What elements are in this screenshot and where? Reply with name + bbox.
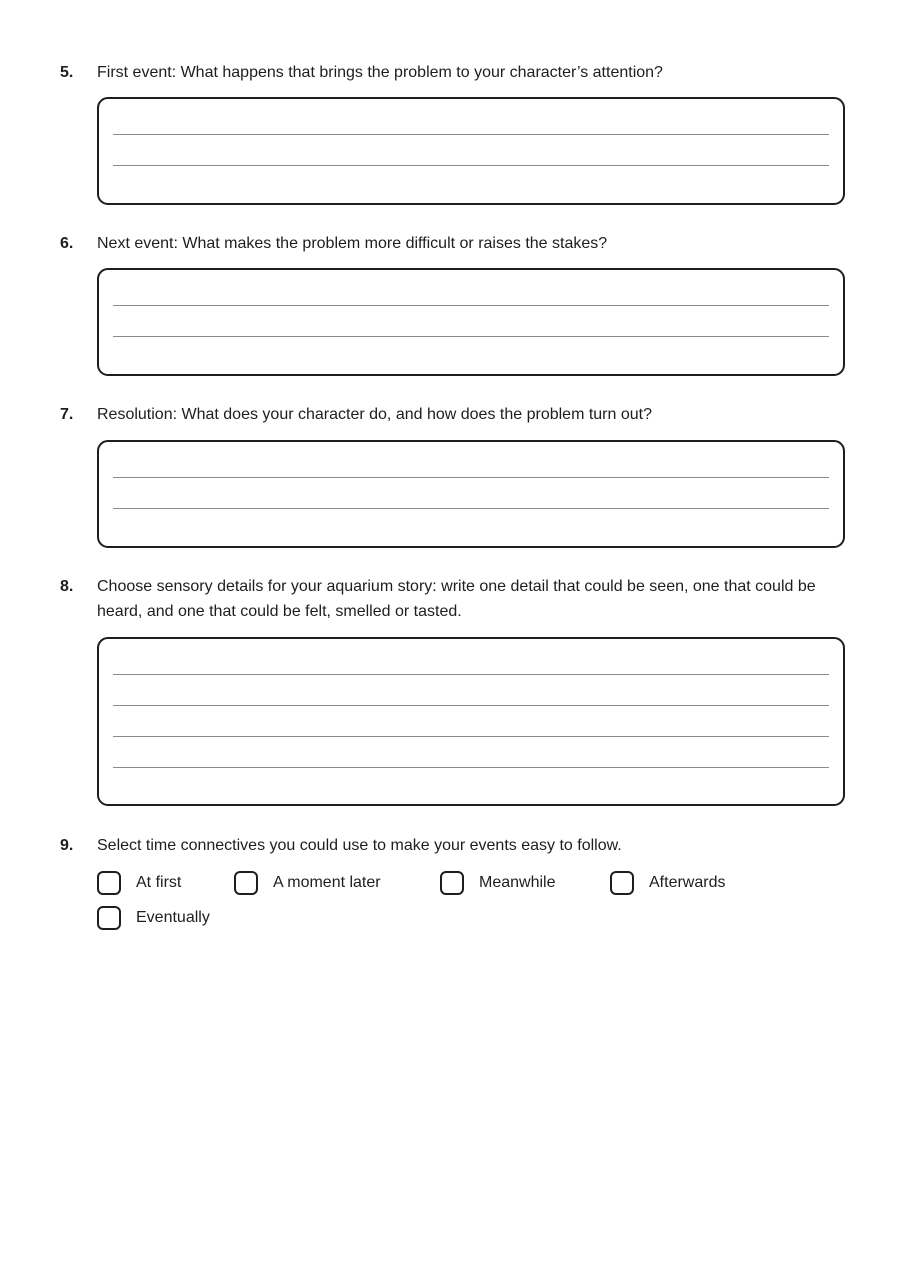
question-number: 6. (60, 235, 74, 252)
checkbox[interactable] (97, 871, 121, 895)
writing-line (113, 305, 829, 306)
writing-line (113, 165, 829, 166)
question-text: Choose sensory details for your aquarium story: write one detail that could be seen, one that could be heard, and one that could be felt, smelled or tasted. (97, 578, 816, 620)
question-number: 9. (60, 837, 74, 854)
answer-box-7[interactable] (97, 440, 845, 548)
answer-box-6[interactable] (97, 268, 845, 376)
question-number: 5. (60, 64, 74, 81)
answer-box-5[interactable] (97, 97, 845, 205)
writing-line (113, 336, 829, 337)
checkbox[interactable] (610, 871, 634, 895)
option-label: Afterwards (649, 874, 726, 891)
option-label: A moment later (273, 874, 381, 891)
writing-line (113, 134, 829, 135)
answer-box-8[interactable] (97, 637, 845, 806)
writing-line (113, 508, 829, 509)
option-label: At first (136, 874, 182, 891)
question-text: First event: What happens that brings the problem to your character’s attention? (97, 64, 663, 81)
checkbox[interactable] (234, 871, 258, 895)
question-text: Next event: What makes the problem more difficult or raises the stakes? (97, 235, 608, 252)
question-text: Select time connectives you could use to make your events easy to follow. (97, 837, 622, 854)
checkbox[interactable] (97, 906, 121, 930)
question-number: 8. (60, 578, 74, 595)
writing-line (113, 705, 829, 706)
writing-line (113, 736, 829, 737)
question-text: Resolution: What does your character do, and how does the problem turn out? (97, 406, 652, 423)
writing-line (113, 767, 829, 768)
option-label: Meanwhile (479, 874, 556, 891)
option-label: Eventually (136, 909, 210, 926)
writing-line (113, 477, 829, 478)
question-number: 7. (60, 406, 74, 423)
writing-line (113, 674, 829, 675)
checkbox[interactable] (440, 871, 464, 895)
